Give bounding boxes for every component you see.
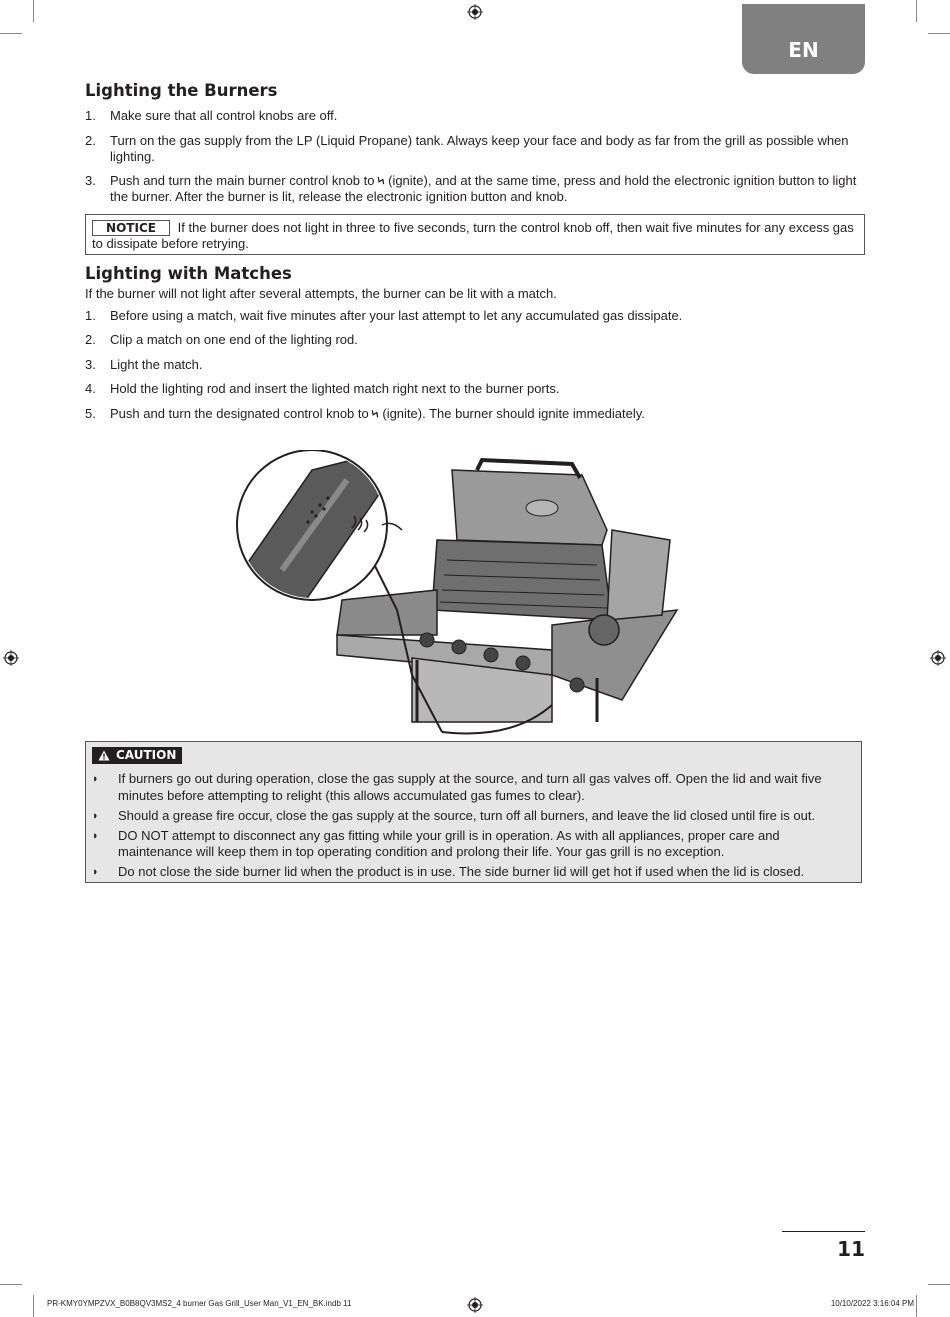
step-text: Hold the lighting rod and insert the lighted match right next to the burner ports. xyxy=(110,381,560,396)
section-title-lighting-burners: Lighting the Burners xyxy=(85,81,278,100)
crop-mark xyxy=(916,0,917,22)
caution-list xyxy=(92,771,855,881)
crop-mark xyxy=(916,1295,917,1317)
crop-mark xyxy=(928,33,950,34)
step-number: 5. xyxy=(85,405,96,421)
bullet-icon: ◗ xyxy=(92,866,99,878)
list-item xyxy=(85,357,865,373)
page-number: 11 xyxy=(837,1237,865,1261)
crop-mark xyxy=(33,1295,34,1317)
list-item xyxy=(85,173,865,205)
footer-timestamp: 10/10/2022 3:16:04 PM xyxy=(830,1299,914,1308)
registration-mark-icon xyxy=(467,1297,483,1313)
ignite-icon: ϟ xyxy=(369,405,382,422)
step-text: Before using a match, wait five minutes after your last attempt to let any accumulated gas dissipate. xyxy=(110,307,683,323)
list-item xyxy=(85,381,865,397)
language-tab: EN xyxy=(742,4,865,74)
lighting-matches-steps xyxy=(85,308,865,422)
footer-file-name: PR-KMY0YMPZVX_B0B8QV3MS2_4 burner Gas Grill_User Man_V1_EN_BK.indb 11 xyxy=(47,1299,352,1308)
warning-triangle-icon xyxy=(98,750,110,761)
caution-text: Do not close the side burner lid when the product is in use. The side burner lid will get hot if used when the lid is closed. xyxy=(118,864,805,879)
step-number: 1. xyxy=(85,108,96,123)
list-item xyxy=(92,864,855,881)
crop-mark xyxy=(0,1284,22,1285)
step-number: 2. xyxy=(85,132,96,148)
list-item xyxy=(92,808,855,825)
bullet-icon: ◗ xyxy=(92,829,99,842)
step-text: Turn on the gas supply from the LP (Liquid Propane) tank. Always keep your face and body as far from the grill as possible when lighting. xyxy=(110,132,849,164)
list-item xyxy=(85,308,865,324)
bullet-icon: ◗ xyxy=(92,809,99,822)
caution-text: Should a grease fire occur, close the gas supply at the source, turn off all burners, and leave the lid closed until fire is out. xyxy=(118,807,816,823)
step-number: 3. xyxy=(85,173,96,188)
step-number: 4. xyxy=(85,381,96,396)
caution-text: If burners go out during operation, close the gas supply at the source, and turn all gas valves off. Open the lid and wait five minutes before attempting to relight (this allows accumulated gas fumes to clear). xyxy=(118,771,822,803)
notice-box xyxy=(85,214,865,255)
section-title-lighting-matches: Lighting with Matches xyxy=(85,263,292,283)
grill-lighting-illustration xyxy=(232,450,682,735)
list-item xyxy=(85,108,865,124)
step-text-before: Push and turn the main burner control knob to xyxy=(110,173,375,188)
step-number: 1. xyxy=(85,307,96,323)
list-item xyxy=(92,828,855,861)
bullet-icon: ◗ xyxy=(92,773,99,785)
list-item xyxy=(92,771,855,804)
lighting-burners-steps xyxy=(85,108,865,205)
section-intro: If the burner will not light after several attempts, the burner can be lit with a match. xyxy=(85,285,557,301)
main-content xyxy=(85,80,865,430)
step-text: Make sure that all control knobs are off. xyxy=(110,108,338,123)
list-item xyxy=(85,406,865,422)
caution-label-badge xyxy=(92,747,182,764)
step-text: Clip a match on one end of the lighting rod. xyxy=(110,332,358,347)
caution-box xyxy=(85,741,862,883)
step-text-before: Push and turn the designated control knob to xyxy=(110,405,369,421)
crop-mark xyxy=(33,0,34,22)
caution-label: CAUTION xyxy=(116,748,177,762)
step-text: Light the match. xyxy=(110,356,203,372)
registration-mark-icon xyxy=(467,4,483,20)
registration-mark-icon xyxy=(3,650,19,666)
caution-text: DO NOT attempt to disconnect any gas fitting while your grill is in operation. As with all appliances, proper care and maintenance will keep them in top operating condition and prolong their life. Your gas grill is no exception. xyxy=(118,827,780,859)
page-number-rule xyxy=(782,1231,865,1232)
ignite-icon: ϟ xyxy=(375,173,388,189)
list-item xyxy=(85,332,865,348)
list-item xyxy=(85,133,865,165)
notice-label: NOTICE xyxy=(92,220,170,236)
step-number: 2. xyxy=(85,332,96,347)
step-number: 3. xyxy=(85,356,96,372)
crop-mark xyxy=(928,1284,950,1285)
notice-text: If the burner does not light in three to five seconds, turn the control knob off, then wait five minutes for any excess gas to dissipate before retrying. xyxy=(92,219,854,251)
crop-mark xyxy=(0,33,22,34)
step-text-after: (ignite), and at the same time, press and hold the electronic ignition button to light the burner. After the burner is lit, release the electronic ignition button and knob. xyxy=(110,173,857,204)
step-text-after: (ignite). The burner should ignite immediately. xyxy=(382,405,645,421)
registration-mark-icon xyxy=(930,650,946,666)
